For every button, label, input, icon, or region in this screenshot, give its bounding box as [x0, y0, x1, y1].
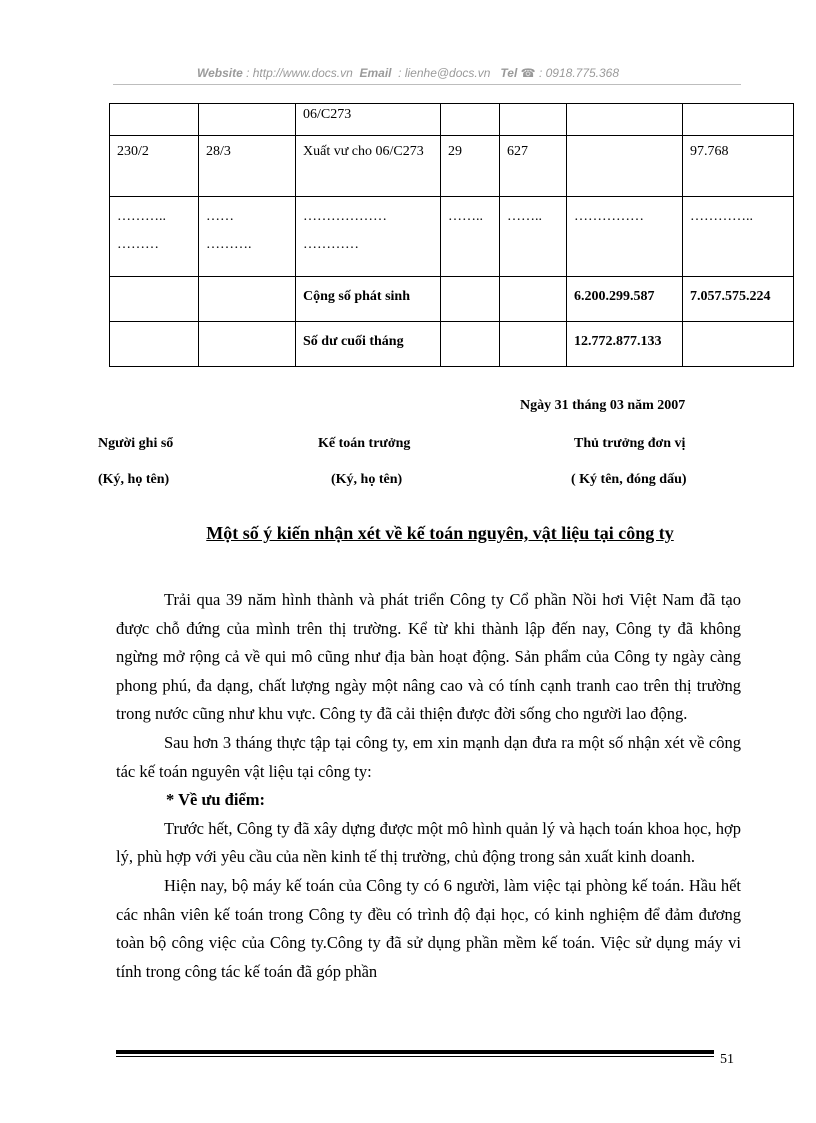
footer-divider: [116, 1050, 714, 1054]
table-cell: 29: [441, 136, 500, 197]
table-cell: ……..: [441, 197, 500, 277]
table-cell: [500, 277, 567, 322]
body-text: [116, 586, 741, 986]
table-cell: …………..: [683, 197, 794, 277]
signature-role-director: Thủ trưởng đơn vị: [574, 436, 686, 451]
table-cell: [567, 136, 683, 197]
table-row: [110, 136, 794, 197]
website-label: Website: [196, 66, 243, 80]
table-cell: Xuất vư cho 06/C273: [296, 136, 441, 197]
table-cell: ……….. ………: [110, 197, 199, 277]
table-cell: 230/2: [110, 136, 199, 197]
table-row: [110, 277, 794, 322]
table-cell: ……………: [567, 197, 683, 277]
signature-note-recorder: (Ký, họ tên): [98, 472, 170, 487]
email-label: Email: [359, 66, 392, 80]
table-cell: 06/C273: [296, 104, 441, 136]
table-cell: [500, 322, 567, 367]
page-header: [0, 66, 816, 80]
email-value: : lienhe@docs.vn: [398, 66, 491, 80]
table-cell: [199, 277, 296, 322]
signature-note-director: ( Ký tên, đóng dấu): [571, 472, 687, 487]
subheading: * Về ưu điểm:: [166, 790, 265, 810]
header-divider: [113, 84, 741, 85]
table-cell: [441, 104, 500, 136]
footer-divider-thin: [116, 1056, 714, 1057]
page-number: 51: [720, 1052, 734, 1067]
table-cell: 627: [500, 136, 567, 197]
paragraph: Hiện nay, bộ máy kế toán của Công ty có 6 người, làm việc tại phòng kế toán. Hầu hết các nhân viên kế toán trong Công ty đều có trình độ đại học, có kinh nghiệm để đảm đương toàn bộ công việc của Công ty.Công ty đã sử dụng phần mềm kế toán. Việc sử dụng máy vi tính trong công tác kế toán đã góp phần: [116, 875, 741, 981]
table-cell: [683, 322, 794, 367]
table-cell: 6.200.299.587: [567, 277, 683, 322]
table-cell: [199, 322, 296, 367]
table-cell: [500, 104, 567, 136]
table-cell: …… ……….: [199, 197, 296, 277]
table-cell: ……..: [500, 197, 567, 277]
tel-label: Tel: [500, 66, 518, 80]
table-cell: [110, 277, 199, 322]
date-line: Ngày 31 tháng 03 năm 2007: [520, 398, 686, 413]
table-cell: [567, 104, 683, 136]
paragraph: Trước hết, Công ty đã xây dựng được một mô hình quản lý và hạch toán khoa học, hợp lý, phù hợp với yêu cầu của nền kinh tế thị trường, chủ động trong sản xuất kinh doanh.: [116, 818, 741, 867]
table-cell: ……………… …………: [296, 197, 441, 277]
signature-note-chief-accountant: (Ký, họ tên): [331, 472, 403, 487]
table-cell: [683, 104, 794, 136]
table-cell: [110, 104, 199, 136]
table-cell: [441, 277, 500, 322]
signature-role-chief-accountant: Kế toán trưởng: [318, 436, 411, 451]
table-cell: [110, 322, 199, 367]
table-cell: 97.768: [683, 136, 794, 197]
table-cell: Số dư cuối tháng: [296, 322, 441, 367]
paragraph: Sau hơn 3 tháng thực tập tại công ty, em xin mạnh dạn đưa ra một số nhận xét về công tác kế toán nguyên vật liệu tại công ty:: [116, 732, 741, 781]
paragraph: Trải qua 39 năm hình thành và phát triển Công ty Cổ phần Nồi hơi Việt Nam đã tạo được chỗ đứng của mình trên thị trường. Kể từ khi thành lập đến nay, Công ty đã không ngừng mở rộng cả về qui mô cũng như địa bàn hoạt động. Sản phẩm của Công ty ngày càng phong phú, đa dạng, chất lượng ngày một nâng cao và có tính cạnh tranh cao trên thị trường trong nước cũng như khu vực. Công ty đã cải thiện được đời sống cho người lao động.: [116, 590, 741, 724]
website-value: : http://www.docs.vn: [246, 66, 353, 80]
table-cell: 28/3: [199, 136, 296, 197]
table-cell: [441, 322, 500, 367]
table-cell: [199, 104, 296, 136]
tel-value: ☎ : 0918.775.368: [520, 66, 620, 80]
table-row: [110, 104, 794, 136]
table-cell: 7.057.575.224: [683, 277, 794, 322]
signature-role-recorder: Người ghi sổ: [98, 436, 174, 451]
table-cell: Cộng số phát sinh: [296, 277, 441, 322]
table-row: [110, 197, 794, 277]
table-row: [110, 322, 794, 367]
section-title: Một số ý kiến nhận xét về kế toán nguyên, vật liệu tại công ty: [206, 523, 674, 543]
ledger-table: [109, 103, 794, 367]
table-cell: 12.772.877.133: [567, 322, 683, 367]
